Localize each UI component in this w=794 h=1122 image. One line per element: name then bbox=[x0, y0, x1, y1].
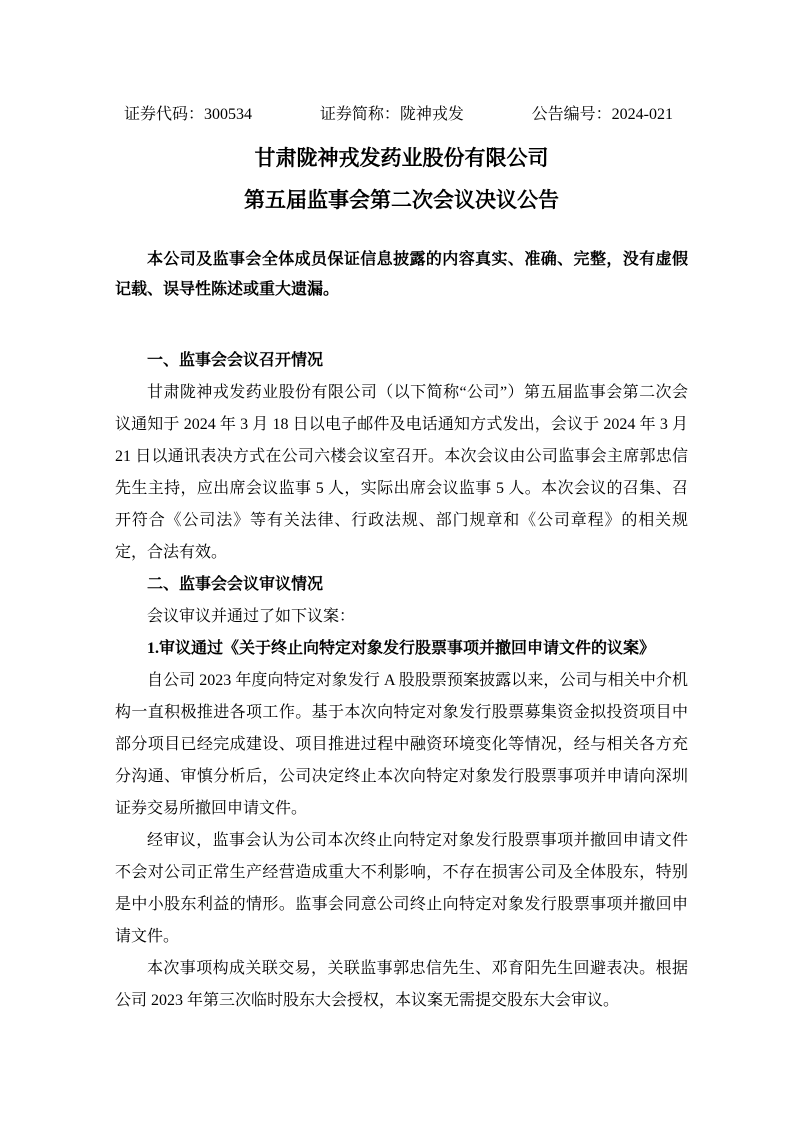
disclaimer-statement: 本公司及监事会全体成员保证信息披露的内容真实、准确、完整，没有虚假记载、误导性陈述或重大遗漏。 bbox=[115, 251, 688, 298]
company-name-title: 甘肃陇神戎发药业股份有限公司 bbox=[254, 146, 549, 170]
stock-short-name: 证券简称：陇神戎发 bbox=[319, 106, 464, 123]
section2-heading: 二、监事会会议审议情况 bbox=[147, 576, 324, 593]
proposal1-paragraph-3: 本次事项构成关联交易，关联监事郭忠信先生、邓育阳先生回避表决。根据公司 2023 年第三次临时股东大会授权，本议案无需提交股东大会审议。 bbox=[115, 960, 688, 1009]
proposal1-heading: 1.审议通过《关于终止向特定对象发行股票事项并撤回申请文件的议案》 bbox=[147, 640, 656, 657]
document-header bbox=[115, 105, 688, 125]
meeting-resolution-title: 第五届监事会第二次会议决议公告 bbox=[244, 188, 559, 212]
stock-code: 证券代码：300534 bbox=[124, 106, 253, 123]
proposal1-paragraph-2: 经审议，监事会认为公司本次终止向特定对象发行股票事项并撤回申请文件不会对公司正常生产经营造成重大不利影响，不存在损害公司及全体股东，特别是中小股东利益的情形。监事会同意公司终止向特定对象发行股票事项并撤回申请文件。 bbox=[115, 832, 688, 945]
section1-heading: 一、监事会会议召开情况 bbox=[147, 352, 324, 369]
title-block bbox=[115, 137, 688, 221]
section2-intro: 会议审议并通过了如下议案： bbox=[147, 608, 356, 625]
announcement-number: 公告编号：2024-021 bbox=[531, 106, 673, 123]
section1-paragraph-1: 甘肃陇神戎发药业股份有限公司（以下简称“公司”）第五届监事会第二次会议通知于 2024 年 3 月 18 日以电子邮件及电话通知方式发出，会议于 2024 年 3 月 21 日以通讯表决方式在公司六楼会议室召开。本次会议由公司监事会主席郭忠信先生主持，应出席会议监事 5 人，实际出席会议监事 5 人。本次会议的召集、召开符合《公司法》等有关法律、行政法规、部门规章和《公司章程》的相关规定，合法有效。 bbox=[115, 384, 688, 561]
proposal1-paragraph-1: 自公司 2023 年度向特定对象发行 A 股股票预案披露以来，公司与相关中介机构一直积极推进各项工作。基于本次向特定对象发行股票募集资金拟投资项目中部分项目已经完成建设、项目推进过程中融资环境变化等情况，经与相关各方充分沟通、审慎分析后，公司决定终止本次向特定对象发行股票事项并申请向深圳证券交易所撤回申请文件。 bbox=[115, 672, 688, 817]
